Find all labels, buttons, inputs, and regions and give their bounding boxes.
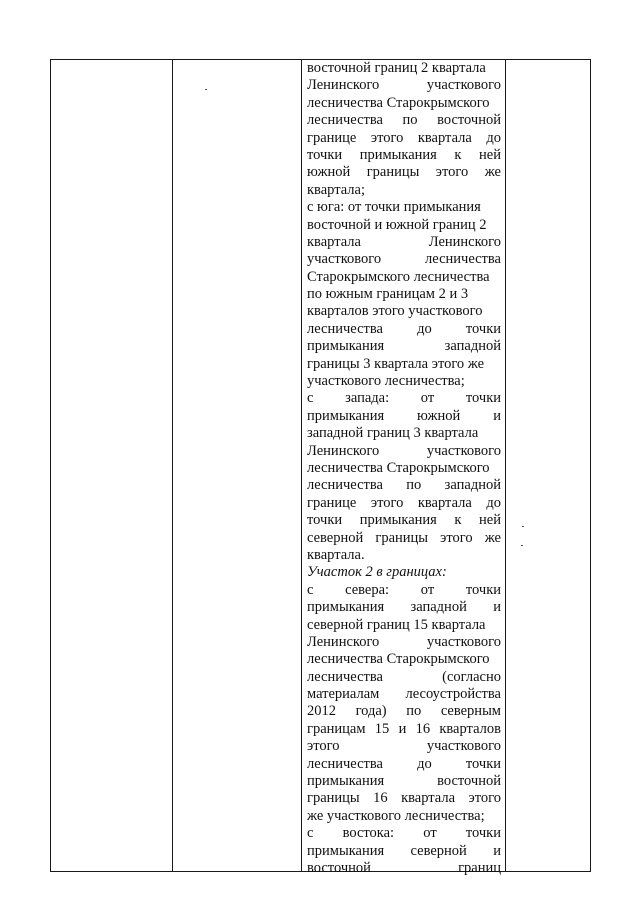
text-line [307, 860, 501, 877]
text-line [307, 477, 501, 494]
table-column-divider [172, 59, 173, 872]
text-word: участкового [426, 77, 501, 94]
text-line [307, 738, 501, 755]
text-word: границы [307, 790, 360, 807]
text-word: точки [465, 755, 501, 772]
text-word: с [307, 581, 314, 598]
text-line [307, 756, 501, 773]
text-word: кварталов [439, 720, 501, 737]
text-word: границе [307, 129, 357, 146]
text-word: примыкания [359, 146, 437, 163]
text-word: точки [307, 512, 343, 529]
text-word: лесничества [307, 477, 383, 494]
text-word: примыкания [359, 512, 437, 529]
text-word: участкового [426, 633, 501, 650]
text-word: этого [440, 529, 473, 546]
text-word: границ [458, 859, 501, 876]
text-word: границам [307, 720, 366, 737]
text-word: Ленинского [307, 77, 380, 94]
text-word: северной [307, 529, 364, 546]
text-line [307, 251, 501, 268]
text-line: лесничества Старокрымского [307, 651, 490, 668]
text-word: востока: [342, 825, 395, 842]
text-word: примыкания [307, 773, 385, 790]
text-line [307, 338, 501, 355]
text-word: участкового [426, 442, 501, 459]
text-word: и [493, 599, 501, 616]
text-word: участкового [426, 738, 501, 755]
text-word: этого [468, 790, 501, 807]
text-word: Ленинского [428, 233, 501, 250]
text-word: по [402, 112, 418, 129]
text-word: с [307, 390, 314, 407]
text-word: западной [410, 599, 467, 616]
table-column-divider [505, 59, 506, 872]
text-word: до [417, 755, 432, 772]
text-word: северным [440, 703, 501, 720]
text-line [307, 147, 501, 164]
text-word: границе [307, 494, 357, 511]
text-line [307, 669, 501, 686]
text-line [307, 443, 501, 460]
text-word: границы [366, 164, 420, 181]
text-line: же участкового лесничества; [307, 807, 485, 824]
text-word: лесничества [307, 755, 383, 772]
text-line [307, 634, 501, 651]
text-line [307, 495, 501, 512]
text-word: восточной [437, 773, 501, 790]
text-word: примыкания [307, 407, 385, 424]
text-word: восточной [437, 112, 501, 129]
text-line: квартала. [307, 546, 365, 563]
text-word: квартала [417, 494, 472, 511]
text-word: лесничества [307, 668, 383, 685]
text-line [307, 530, 501, 547]
text-word: с [307, 825, 314, 842]
text-word: и [493, 407, 501, 424]
text-line: квартала; [307, 181, 365, 198]
text-word: от [423, 825, 437, 842]
text-line: границы 3 квартала этого же [307, 355, 485, 372]
text-word: и [398, 720, 407, 737]
text-line [307, 164, 501, 181]
text-word: и [493, 842, 501, 859]
text-line: с юга: от точки примыкания [307, 199, 481, 216]
text-word: южной [307, 164, 351, 181]
table-column-divider [301, 59, 302, 872]
text-word: ней [479, 146, 501, 163]
text-word: восточной [307, 859, 371, 876]
text-word: западной [444, 338, 501, 355]
text-word: примыкания [307, 338, 385, 355]
text-word: точки [465, 320, 501, 337]
text-line [307, 703, 501, 720]
text-word: 2012 [307, 703, 336, 720]
text-word: Ленинского [307, 442, 380, 459]
text-line [307, 599, 501, 616]
text-word: к [454, 146, 462, 163]
text-word: к [454, 512, 462, 529]
text-line [307, 390, 501, 407]
text-line [307, 112, 501, 129]
text-word: этого [307, 738, 340, 755]
text-line [307, 843, 501, 860]
text-line [307, 321, 501, 338]
text-line: участкового лесничества; [307, 373, 465, 390]
text-word: лесоустройства [405, 686, 501, 703]
text-line: лесничества Старокрымского [307, 94, 490, 111]
text-line: восточной и южной границ 2 [307, 216, 487, 233]
boundary-description-cell [307, 60, 501, 877]
text-line: северной границ 15 квартала [307, 616, 486, 633]
text-line: восточной границ 2 квартала [307, 60, 486, 76]
text-word: примыкания [307, 599, 385, 616]
text-word: же [484, 164, 501, 181]
text-word: этого [370, 129, 404, 146]
scan-speck [205, 89, 207, 90]
text-word: точки [465, 825, 501, 842]
text-word: примыкания [307, 842, 385, 859]
text-word: точки [465, 581, 501, 598]
text-line [307, 77, 501, 94]
text-word: границы [375, 529, 429, 546]
text-word: 15 [374, 720, 390, 737]
text-word: до [486, 129, 501, 146]
text-word: квартала [417, 129, 472, 146]
text-word: ней [479, 512, 501, 529]
text-line [307, 408, 501, 425]
text-line: Старокрымского лесничества [307, 268, 490, 285]
text-word: от [420, 390, 435, 407]
text-word: года) [355, 703, 387, 720]
text-word: до [486, 494, 501, 511]
text-word: участкового [307, 251, 382, 268]
text-word: по [406, 703, 422, 720]
text-word: же [484, 529, 501, 546]
text-word: 16 [415, 720, 431, 737]
text-line [307, 773, 501, 790]
text-word: южной [417, 407, 461, 424]
text-word: северной [410, 842, 467, 859]
text-line [307, 721, 501, 738]
text-word: запада: [345, 390, 390, 407]
text-word: севера: [345, 581, 390, 598]
text-word: западной [444, 477, 501, 494]
text-word: этого [370, 494, 404, 511]
text-line [307, 234, 501, 251]
text-line [307, 512, 501, 529]
text-line: кварталов этого участкового [307, 303, 483, 320]
text-word: до [417, 320, 432, 337]
text-line: Участок 2 в границах: [307, 564, 447, 581]
text-word: этого [435, 164, 469, 181]
text-word: квартала [401, 790, 456, 807]
text-line [307, 790, 501, 807]
text-line: западной границ 3 квартала [307, 425, 479, 442]
scan-speck [521, 545, 523, 546]
text-word: материалам [307, 686, 380, 703]
text-word: точки [465, 390, 501, 407]
text-line [307, 825, 501, 842]
text-line: лесничества Старокрымского [307, 459, 490, 476]
text-word: квартала [307, 233, 361, 250]
scan-speck [522, 526, 524, 527]
text-word: по [406, 477, 422, 494]
text-line [307, 582, 501, 599]
text-word: лесничества [307, 112, 383, 129]
text-line: по южным границам 2 и 3 [307, 286, 469, 303]
text-line [307, 130, 501, 147]
text-word: лесничества [425, 251, 501, 268]
text-word: Ленинского [307, 633, 380, 650]
text-word: от [420, 581, 435, 598]
text-word: (согласно [442, 668, 501, 685]
text-line [307, 686, 501, 703]
text-word: точки [307, 146, 343, 163]
text-word: лесничества [307, 320, 383, 337]
text-word: 16 [373, 790, 388, 807]
